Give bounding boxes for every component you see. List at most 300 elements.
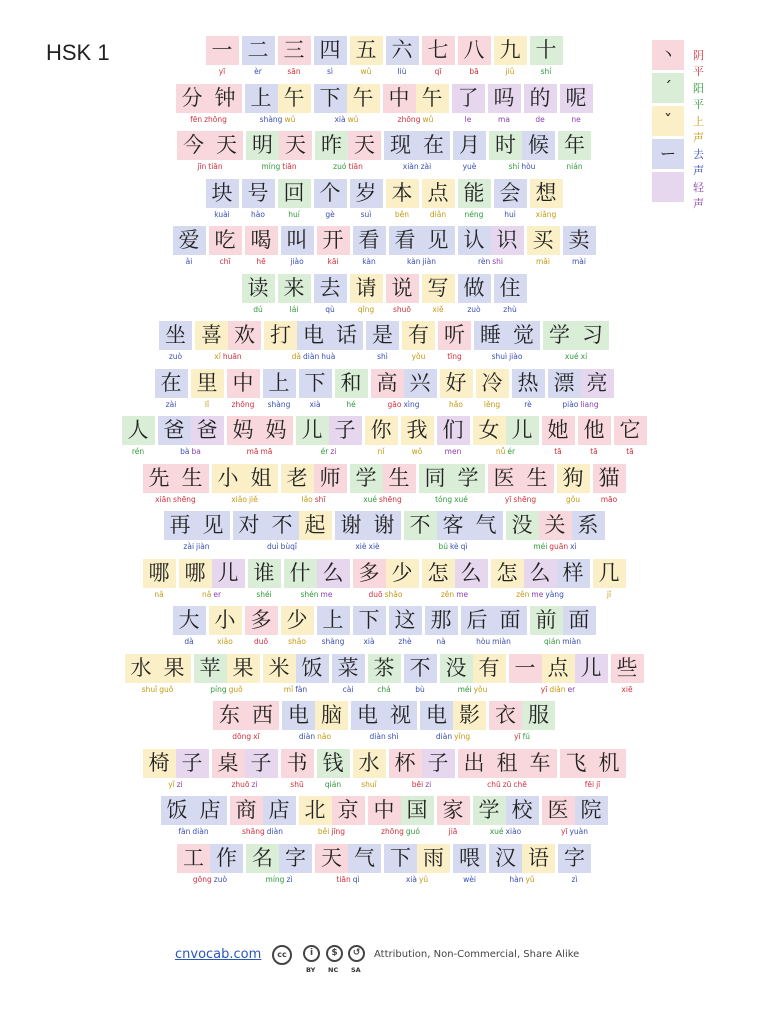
pinyin-syllable: nǐ — [377, 447, 385, 456]
pinyin-syllable: ài — [185, 257, 193, 266]
vocab-word — [476, 369, 509, 410]
pinyin-syllable: duō — [368, 589, 383, 599]
pinyin — [389, 637, 422, 647]
hanzi — [489, 701, 555, 730]
hanzi-char: 天 — [348, 131, 381, 160]
pinyin-syllable: shéi — [256, 589, 272, 599]
pinyin — [386, 210, 419, 220]
hanzi — [122, 416, 155, 445]
vocab-word — [366, 321, 399, 362]
vocab-word — [557, 464, 590, 505]
vocab-word — [578, 416, 611, 457]
pinyin — [314, 210, 347, 220]
hanzi — [299, 796, 365, 825]
hanzi-char: 没 — [506, 511, 539, 540]
pinyin — [284, 590, 350, 600]
pinyin-syllable: yī — [514, 732, 521, 741]
pinyin — [173, 257, 206, 267]
pinyin — [246, 162, 312, 172]
hanzi-char: 想 — [530, 179, 563, 208]
hanzi — [242, 274, 275, 303]
pinyin — [245, 637, 278, 647]
hanzi-char: 杯 — [389, 749, 422, 778]
pinyin-syllable: míng — [265, 874, 285, 884]
vocab-word — [281, 226, 314, 267]
pinyin-syllable: huì — [504, 209, 516, 219]
hanzi-char: 他 — [578, 416, 611, 445]
hanzi-char: 今 — [177, 131, 210, 160]
pinyin-syllable: tā — [626, 447, 634, 456]
hanzi-char: 三 — [278, 36, 311, 65]
hanzi-char: 本 — [386, 179, 419, 208]
hanzi — [473, 796, 539, 825]
pinyin-syllable: yǔ — [525, 874, 535, 884]
hanzi — [278, 179, 311, 208]
hanzi-char: 儿 — [506, 416, 539, 445]
hanzi — [161, 796, 227, 825]
hanzi — [389, 749, 455, 778]
pinyin-syllable: shuǐ — [141, 684, 158, 694]
vocab-word — [179, 559, 245, 600]
vocab-word — [542, 796, 608, 837]
pinyin — [281, 257, 314, 267]
pinyin — [440, 400, 473, 410]
pinyin — [461, 637, 527, 647]
pinyin — [489, 162, 555, 172]
pinyin-syllable: dōng — [232, 732, 252, 741]
vocab-word — [425, 606, 458, 647]
vocab-word — [422, 179, 455, 220]
pinyin-syllable: diàn — [303, 352, 320, 361]
pinyin — [242, 210, 275, 220]
vocab-word — [246, 844, 312, 885]
hanzi-char: 几 — [593, 559, 626, 588]
vocab-word — [212, 464, 278, 505]
tone-mark-icon: ー — [659, 144, 676, 163]
hanzi-char: 车 — [524, 749, 557, 778]
pinyin — [143, 590, 176, 600]
pinyin-syllable: èr — [254, 67, 262, 76]
hanzi-char: 么 — [524, 559, 557, 588]
hanzi-char: 和 — [335, 369, 368, 398]
hanzi — [453, 844, 486, 873]
hanzi-char: 老 — [281, 464, 314, 493]
tone-mark-icon — [652, 172, 684, 202]
pinyin — [242, 305, 275, 315]
pinyin — [452, 115, 485, 125]
hanzi — [386, 36, 419, 65]
hanzi — [143, 559, 176, 588]
pinyin-syllable: hào — [251, 209, 265, 219]
pinyin-syllable: guǒ — [159, 684, 174, 694]
pinyin — [560, 115, 593, 125]
vocab-word — [143, 559, 176, 600]
hanzi — [212, 464, 278, 493]
hanzi-char: 下 — [314, 84, 347, 113]
vocab-word — [245, 606, 278, 647]
pinyin — [281, 637, 314, 647]
pinyin-syllable: yuè — [462, 162, 477, 171]
pinyin-syllable: ba — [191, 447, 201, 456]
hanzi — [593, 559, 626, 588]
hanzi-char: 识 — [491, 226, 524, 255]
vocab-word — [263, 369, 296, 410]
vocab-word — [491, 559, 590, 600]
pinyin-syllable: zài — [183, 542, 195, 551]
hanzi-char: 谢 — [335, 511, 368, 540]
vocab-word — [437, 796, 470, 837]
hanzi — [419, 464, 485, 493]
pinyin — [278, 67, 311, 77]
pinyin-syllable: ma — [498, 114, 510, 124]
vocab-word — [386, 36, 419, 77]
vocab-word — [317, 749, 350, 790]
hanzi-char: 水 — [353, 749, 386, 778]
pinyin-syllable: diàn — [192, 827, 209, 836]
hanzi — [195, 321, 261, 350]
hanzi — [209, 606, 242, 635]
pinyin-syllable: guó — [405, 827, 420, 836]
hanzi — [366, 321, 399, 350]
pinyin-syllable: xià — [405, 874, 417, 884]
hanzi — [314, 36, 347, 65]
hanzi-char: 六 — [386, 36, 419, 65]
hanzi — [440, 369, 473, 398]
hanzi-char: 猫 — [593, 464, 626, 493]
pinyin-syllable: zuò — [168, 352, 183, 361]
pinyin-syllable: hòu — [476, 637, 491, 646]
hanzi-char: 一 — [206, 36, 239, 65]
pinyin-syllable: méi — [457, 684, 472, 694]
pinyin-syllable: kuài — [214, 209, 230, 219]
pinyin-syllable: běi — [317, 827, 330, 836]
vocab-row — [0, 511, 768, 559]
hanzi-char: 下 — [299, 369, 332, 398]
pinyin — [350, 210, 383, 220]
vocab-row — [0, 226, 768, 274]
pinyin-syllable: yǔ — [418, 874, 429, 884]
hanzi-char: 天 — [279, 131, 312, 160]
pinyin-syllable: yī — [504, 494, 512, 504]
hanzi-char: 医 — [488, 464, 521, 493]
pinyin-syllable: māo — [600, 494, 618, 504]
pinyin — [350, 495, 416, 505]
hanzi — [317, 749, 350, 778]
site-link[interactable]: cnvocab.com — [175, 947, 262, 962]
hanzi-char: 同 — [419, 464, 452, 493]
pinyin — [159, 352, 192, 362]
vocab-word — [245, 226, 278, 267]
pinyin-syllable: tiān — [282, 162, 297, 171]
hanzi — [264, 321, 363, 350]
hanzi — [284, 559, 350, 588]
hanzi — [402, 321, 435, 350]
vocab-word — [458, 274, 491, 315]
pinyin — [350, 67, 383, 77]
pinyin-syllable: lǎo — [301, 494, 313, 504]
pinyin — [213, 732, 279, 742]
vocab-word — [401, 416, 434, 457]
hanzi-char: 学 — [473, 796, 506, 825]
pinyin — [353, 590, 419, 600]
hanzi — [314, 179, 347, 208]
pinyin-syllable: jiǔ — [505, 67, 515, 76]
nc-label: NC — [328, 966, 339, 974]
hanzi-char: 苹 — [194, 654, 227, 683]
hanzi-char: 叫 — [281, 226, 314, 255]
vocab-word — [353, 226, 386, 267]
hanzi — [542, 796, 608, 825]
pinyin-syllable: xiè — [368, 542, 380, 551]
vocab-row — [0, 464, 768, 512]
vocab-word — [368, 654, 401, 695]
pinyin-syllable: ér — [507, 447, 516, 456]
vocab-word — [314, 84, 380, 125]
vocab-word — [420, 701, 486, 742]
hanzi-char: 水 — [125, 654, 158, 683]
hanzi-char: 高 — [371, 369, 404, 398]
vocab-word — [558, 844, 591, 885]
hanzi — [384, 844, 450, 873]
hanzi — [350, 464, 416, 493]
pinyin-syllable: shì — [387, 732, 399, 741]
pinyin-syllable: hē — [256, 257, 266, 266]
hanzi — [335, 511, 401, 540]
hanzi-char: 午 — [416, 84, 449, 113]
vocab-row — [0, 416, 768, 464]
hanzi — [245, 606, 278, 635]
hanzi-char: 名 — [246, 844, 279, 873]
hanzi — [317, 606, 350, 635]
vocab-word — [122, 416, 155, 457]
pinyin-syllable: mā — [260, 447, 273, 456]
hanzi — [353, 226, 386, 255]
pinyin-syllable: wèi — [463, 874, 476, 884]
pinyin — [245, 115, 311, 125]
vocab-word — [353, 749, 386, 790]
hanzi-char: 们 — [437, 416, 470, 445]
vocab-word — [453, 131, 486, 172]
pinyin — [164, 542, 230, 552]
hanzi — [563, 226, 596, 255]
hanzi — [368, 654, 401, 683]
pinyin-syllable: zi — [425, 779, 432, 789]
hanzi-char: 九 — [494, 36, 527, 65]
pinyin-syllable: jīn — [197, 162, 207, 171]
vocab-word — [350, 36, 383, 77]
pinyin — [177, 875, 243, 885]
pinyin — [402, 352, 435, 362]
pinyin-syllable: nà — [436, 637, 446, 646]
hanzi-char: 她 — [542, 416, 575, 445]
pinyin-syllable: néng — [464, 209, 484, 219]
hanzi — [176, 84, 242, 113]
pinyin-syllable: huà — [321, 352, 336, 361]
hanzi-char: 你 — [365, 416, 398, 445]
pinyin — [458, 305, 491, 315]
pinyin-syllable: chū — [487, 779, 501, 789]
pinyin-syllable: píng — [210, 684, 227, 694]
pinyin-syllable: shī — [314, 494, 326, 504]
pinyin — [278, 305, 311, 315]
pinyin-syllable: gōng — [192, 874, 212, 884]
hanzi-char: 生 — [521, 464, 554, 493]
hanzi-char: 茶 — [368, 654, 401, 683]
pinyin — [366, 352, 399, 362]
hanzi — [194, 654, 260, 683]
pinyin — [155, 400, 188, 410]
pinyin-syllable: jiā — [448, 827, 458, 836]
hanzi-char: 东 — [213, 701, 246, 730]
pinyin — [473, 447, 539, 457]
hanzi-char: 谁 — [248, 559, 281, 588]
pinyin-syllable: shàng — [321, 637, 345, 646]
pinyin — [437, 827, 470, 837]
pinyin-syllable: mǐ — [283, 684, 294, 694]
vocab-word — [461, 606, 527, 647]
pinyin-syllable: shēng — [513, 494, 537, 504]
pinyin-syllable: xí — [580, 352, 588, 361]
hanzi-char: 姐 — [245, 464, 278, 493]
tone-label: 上声 — [693, 115, 704, 144]
pinyin-syllable: cài — [342, 684, 354, 694]
hanzi-char: 时 — [489, 131, 522, 160]
pinyin-syllable: shàng — [267, 399, 291, 409]
hanzi — [530, 36, 563, 65]
hanzi-char: 生 — [383, 464, 416, 493]
vocab-word — [317, 226, 350, 267]
pinyin — [122, 447, 155, 457]
vocab-word — [542, 416, 575, 457]
vocab-word — [543, 321, 609, 362]
vocab-word — [317, 606, 350, 647]
pinyin — [351, 732, 417, 742]
pinyin-syllable: chá — [377, 684, 391, 694]
hanzi — [527, 226, 560, 255]
pinyin-syllable: zū — [502, 779, 512, 789]
pinyin-syllable: yǒu — [473, 684, 488, 694]
pinyin-syllable: zěn — [440, 589, 455, 599]
hanzi-char: 作 — [210, 844, 243, 873]
hanzi — [543, 321, 609, 350]
hanzi-char: 机 — [593, 749, 626, 778]
hanzi-char: 说 — [386, 274, 419, 303]
pinyin-syllable: sān — [287, 67, 301, 76]
hanzi-char: 些 — [611, 654, 644, 683]
pinyin — [353, 637, 386, 647]
hanzi — [494, 36, 527, 65]
hanzi-char: 里 — [191, 369, 224, 398]
pinyin-syllable: shēng — [173, 494, 196, 504]
pinyin — [530, 210, 563, 220]
pinyin-syllable: miàn — [562, 637, 581, 646]
tone-label: 去声 — [693, 148, 704, 177]
pinyin — [227, 447, 293, 457]
hanzi-char: 妈 — [260, 416, 293, 445]
pinyin-syllable: bú — [438, 542, 448, 551]
pinyin-syllable: jīng — [331, 827, 346, 836]
hanzi-char: 兴 — [404, 369, 437, 398]
pinyin — [332, 685, 365, 695]
pinyin — [315, 162, 381, 172]
vocab-word — [299, 369, 332, 410]
vocab-word — [281, 749, 314, 790]
hanzi — [242, 36, 275, 65]
hanzi — [452, 84, 485, 113]
pinyin — [489, 875, 555, 885]
hanzi-char: 在 — [417, 131, 450, 160]
pinyin — [506, 542, 605, 552]
pinyin-syllable: gè — [325, 209, 335, 219]
vocab-word — [389, 749, 455, 790]
hanzi — [246, 131, 312, 160]
vocab-row — [0, 369, 768, 417]
pinyin — [350, 305, 383, 315]
hanzi-char: 好 — [440, 369, 473, 398]
pinyin — [212, 495, 278, 505]
hanzi-char: 月 — [453, 131, 486, 160]
hanzi-char: 电 — [351, 701, 384, 730]
hanzi — [389, 226, 455, 255]
vocab-word — [474, 321, 540, 362]
pinyin — [245, 257, 278, 267]
pinyin-syllable: mā — [246, 447, 259, 456]
hanzi — [177, 844, 243, 873]
pinyin-syllable: wǔ — [360, 67, 372, 76]
vocab-word — [191, 369, 224, 410]
pinyin — [404, 685, 437, 695]
pinyin — [176, 115, 242, 125]
hanzi-char: 上 — [245, 84, 278, 113]
hanzi-char: 儿 — [212, 559, 245, 588]
pinyin-syllable: tiān — [348, 162, 363, 171]
hanzi-char: 四 — [314, 36, 347, 65]
hanzi-char: 呢 — [560, 84, 593, 113]
hanzi-char: 年 — [558, 131, 591, 160]
vocab-word — [389, 606, 422, 647]
pinyin-syllable: zài — [420, 162, 432, 171]
hanzi-char: 买 — [527, 226, 560, 255]
pinyin-syllable: er — [567, 684, 576, 694]
vocab-word — [230, 796, 296, 837]
pinyin-syllable: zhōng — [397, 114, 421, 124]
hanzi-char: 卖 — [563, 226, 596, 255]
hanzi-char: 儿 — [575, 654, 608, 683]
pinyin-syllable: diàn — [369, 732, 386, 741]
hanzi-char: 子 — [245, 749, 278, 778]
hanzi-char: 去 — [314, 274, 347, 303]
pinyin-syllable: shāng — [242, 827, 265, 836]
hanzi-char: 漂 — [548, 369, 581, 398]
pinyin — [230, 827, 296, 837]
hanzi-char: 店 — [263, 796, 296, 825]
pinyin — [422, 210, 455, 220]
hanzi-char: 的 — [524, 84, 557, 113]
hanzi-char: 果 — [227, 654, 260, 683]
hanzi — [578, 416, 611, 445]
tone-mark-icon: ˇ — [664, 111, 672, 130]
hanzi — [350, 179, 383, 208]
pinyin-syllable: huān — [222, 352, 242, 361]
hanzi-char: 十 — [530, 36, 563, 65]
hanzi-char: 工 — [177, 844, 210, 873]
vocab-word — [242, 179, 275, 220]
pinyin — [194, 685, 260, 695]
hanzi-char: 爸 — [191, 416, 224, 445]
pinyin — [317, 257, 350, 267]
pinyin — [488, 495, 554, 505]
pinyin-syllable: xiān — [155, 494, 172, 504]
